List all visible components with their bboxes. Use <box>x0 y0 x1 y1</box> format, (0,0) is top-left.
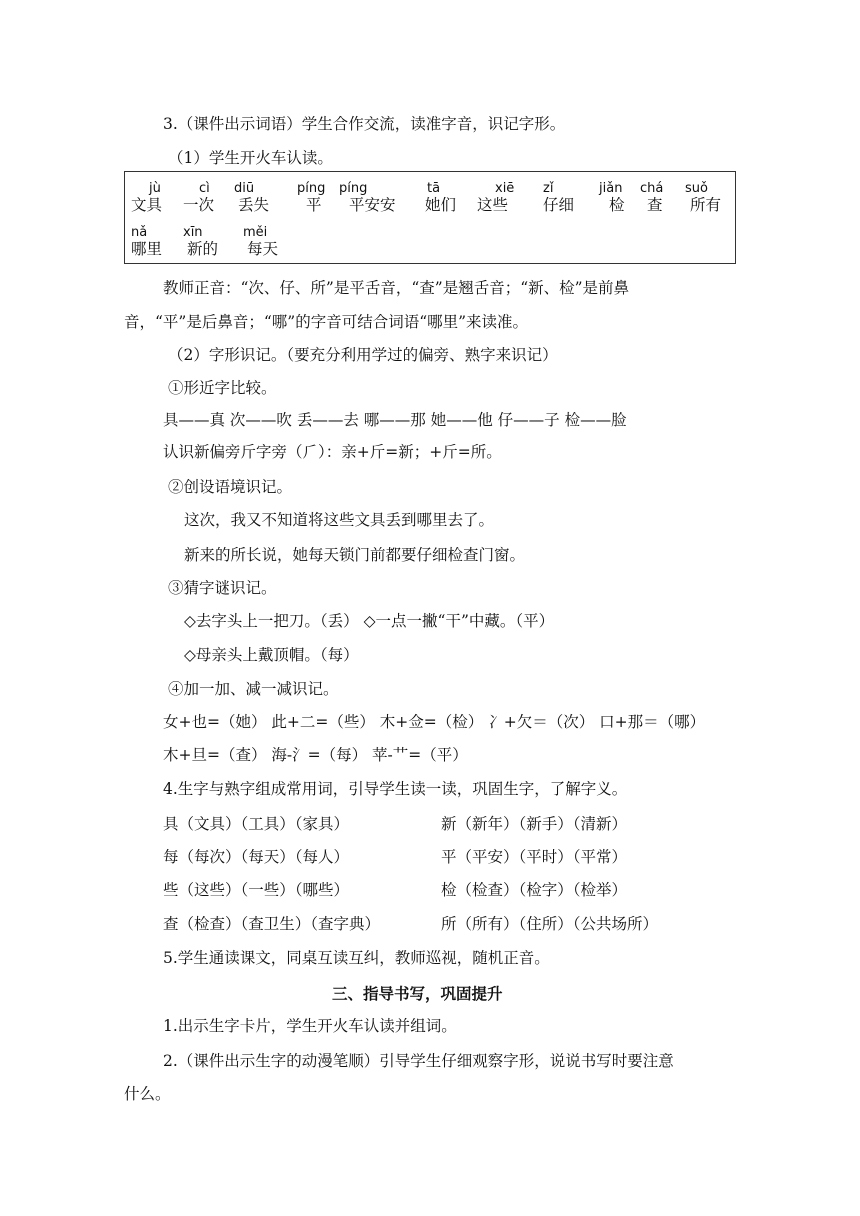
word-cha: 查 <box>647 196 663 214</box>
pinyin-xie: xiē <box>495 181 515 196</box>
word-zhexie: 这些 <box>477 196 509 214</box>
method-3-title: ③猜字谜识记。 <box>168 579 277 597</box>
correction-line-2: 音，“平”是后鼻音；“哪”的字音可结合词语“哪里”来读准。 <box>124 313 529 331</box>
method-4-title: ④加一加、减一减识记。 <box>168 680 339 698</box>
step-3-1: （1）学生开火车认读。 <box>168 149 333 167</box>
pinyin-zi: zǐ <box>543 181 554 196</box>
method-4-line-2: 木+旦=（查） 海-氵=（每） 苹-艹=（平） <box>163 746 468 764</box>
section-3-step-1: 1.出示生字卡片，学生开火车认读并组词。 <box>163 1017 457 1035</box>
method-1-radical: 认识新偏旁斤字旁（⺁）：亲+斤=新；+斤=所。 <box>163 443 502 461</box>
word-jian: 检 <box>609 196 625 214</box>
method-4-line-1: 女+也=（她） 此+二=（些） 木+佥=（检） 冫+欠＝（次） 口+那＝（哪） <box>163 713 706 731</box>
section-3-step-2-line-2: 什么。 <box>124 1085 171 1103</box>
word-meitian: 每天 <box>247 240 279 258</box>
method-1-title: ①形近字比较。 <box>168 379 277 397</box>
step-5: 5.学生通读课文，同桌互读互纠，教师巡视，随机正音。 <box>163 949 550 967</box>
pinyin-mei: měi <box>243 225 268 240</box>
word-group-left-3: 些（这些）（一些）（哪些） <box>163 881 350 899</box>
section-3-title: 三、指导书写，巩固提升 <box>332 985 503 1003</box>
correction-line-1: 教师正音：“次、仔、所”是平舌音，“查”是翘舌音；“新、检”是前鼻 <box>163 279 630 297</box>
method-3-riddles-1: ◇去字头上一把刀。（丢） ◇一点一撇“干”中藏。（平） <box>184 612 555 630</box>
step-4: 4.生字与熟字组成常用词，引导学生读一读，巩固生字，了解字义。 <box>163 780 628 798</box>
word-pinganan: 平安安 <box>349 196 396 214</box>
pinyin-na: nǎ <box>131 225 148 240</box>
pinyin-ping-1: píng <box>297 181 326 196</box>
step-3: 3.（课件出示词语）学生合作交流，读准字音，识记字形。 <box>163 115 566 133</box>
word-group-left-4: 查（检查）（查卫生）（查字典） <box>163 915 381 933</box>
method-3-riddles-2: ◇母亲头上戴顶帽。（每） <box>184 646 359 664</box>
section-3-step-2-line-1: 2.（课件出示生字的动漫笔顺）引导学生仔细观察字形，说说书写时要注意 <box>163 1052 674 1070</box>
step-3-2: （2）字形识记。（要充分利用学过的偏旁、熟字来识记） <box>168 346 558 364</box>
pinyin-cha: chá <box>640 181 664 196</box>
pinyin-table <box>124 171 736 264</box>
method-1-pairs: 具——真 次——吹 丢——去 哪——那 她——他 仔——子 检——脸 <box>163 411 627 429</box>
pinyin-ju: jù <box>149 181 161 196</box>
pinyin-suo: suǒ <box>685 181 708 196</box>
word-group-right-1: 新（新年）（新手）（清新） <box>441 815 628 833</box>
word-group-right-4: 所（所有）（住所）（公共场所） <box>441 915 659 933</box>
word-group-right-3: 检（检查）（检字）（检举） <box>441 881 628 899</box>
pinyin-jian: jiǎn <box>599 181 623 196</box>
word-ping: 平 <box>306 196 322 214</box>
word-suoyou: 所有 <box>690 196 722 214</box>
pinyin-ci: cì <box>199 181 210 196</box>
word-group-right-2: 平（平安）（平时）（平常） <box>441 848 628 866</box>
pinyin-ping-2: píng <box>339 181 368 196</box>
pinyin-diu: diū <box>234 181 255 196</box>
word-xinde: 新的 <box>187 240 219 258</box>
method-2-sentence-2: 新来的所长说，她每天锁门前都要仔细检查门窗。 <box>184 546 526 564</box>
word-group-left-1: 具（文具）（工具）（家具） <box>163 815 350 833</box>
word-diushi: 丢失 <box>238 196 270 214</box>
pinyin-xin: xīn <box>183 225 203 240</box>
word-tamen: 她们 <box>425 196 457 214</box>
pinyin-ta: tā <box>427 181 441 196</box>
method-2-sentence-1: 这次，我又不知道将这些文具丢到哪里去了。 <box>184 511 495 529</box>
word-zixi: 仔细 <box>543 196 575 214</box>
method-2-title: ②创设语境识记。 <box>168 478 293 496</box>
word-yici: 一次 <box>183 196 215 214</box>
word-wenju: 文具 <box>131 196 163 214</box>
word-nali: 哪里 <box>131 240 163 258</box>
word-group-left-2: 每（每次）（每天）（每人） <box>163 848 350 866</box>
